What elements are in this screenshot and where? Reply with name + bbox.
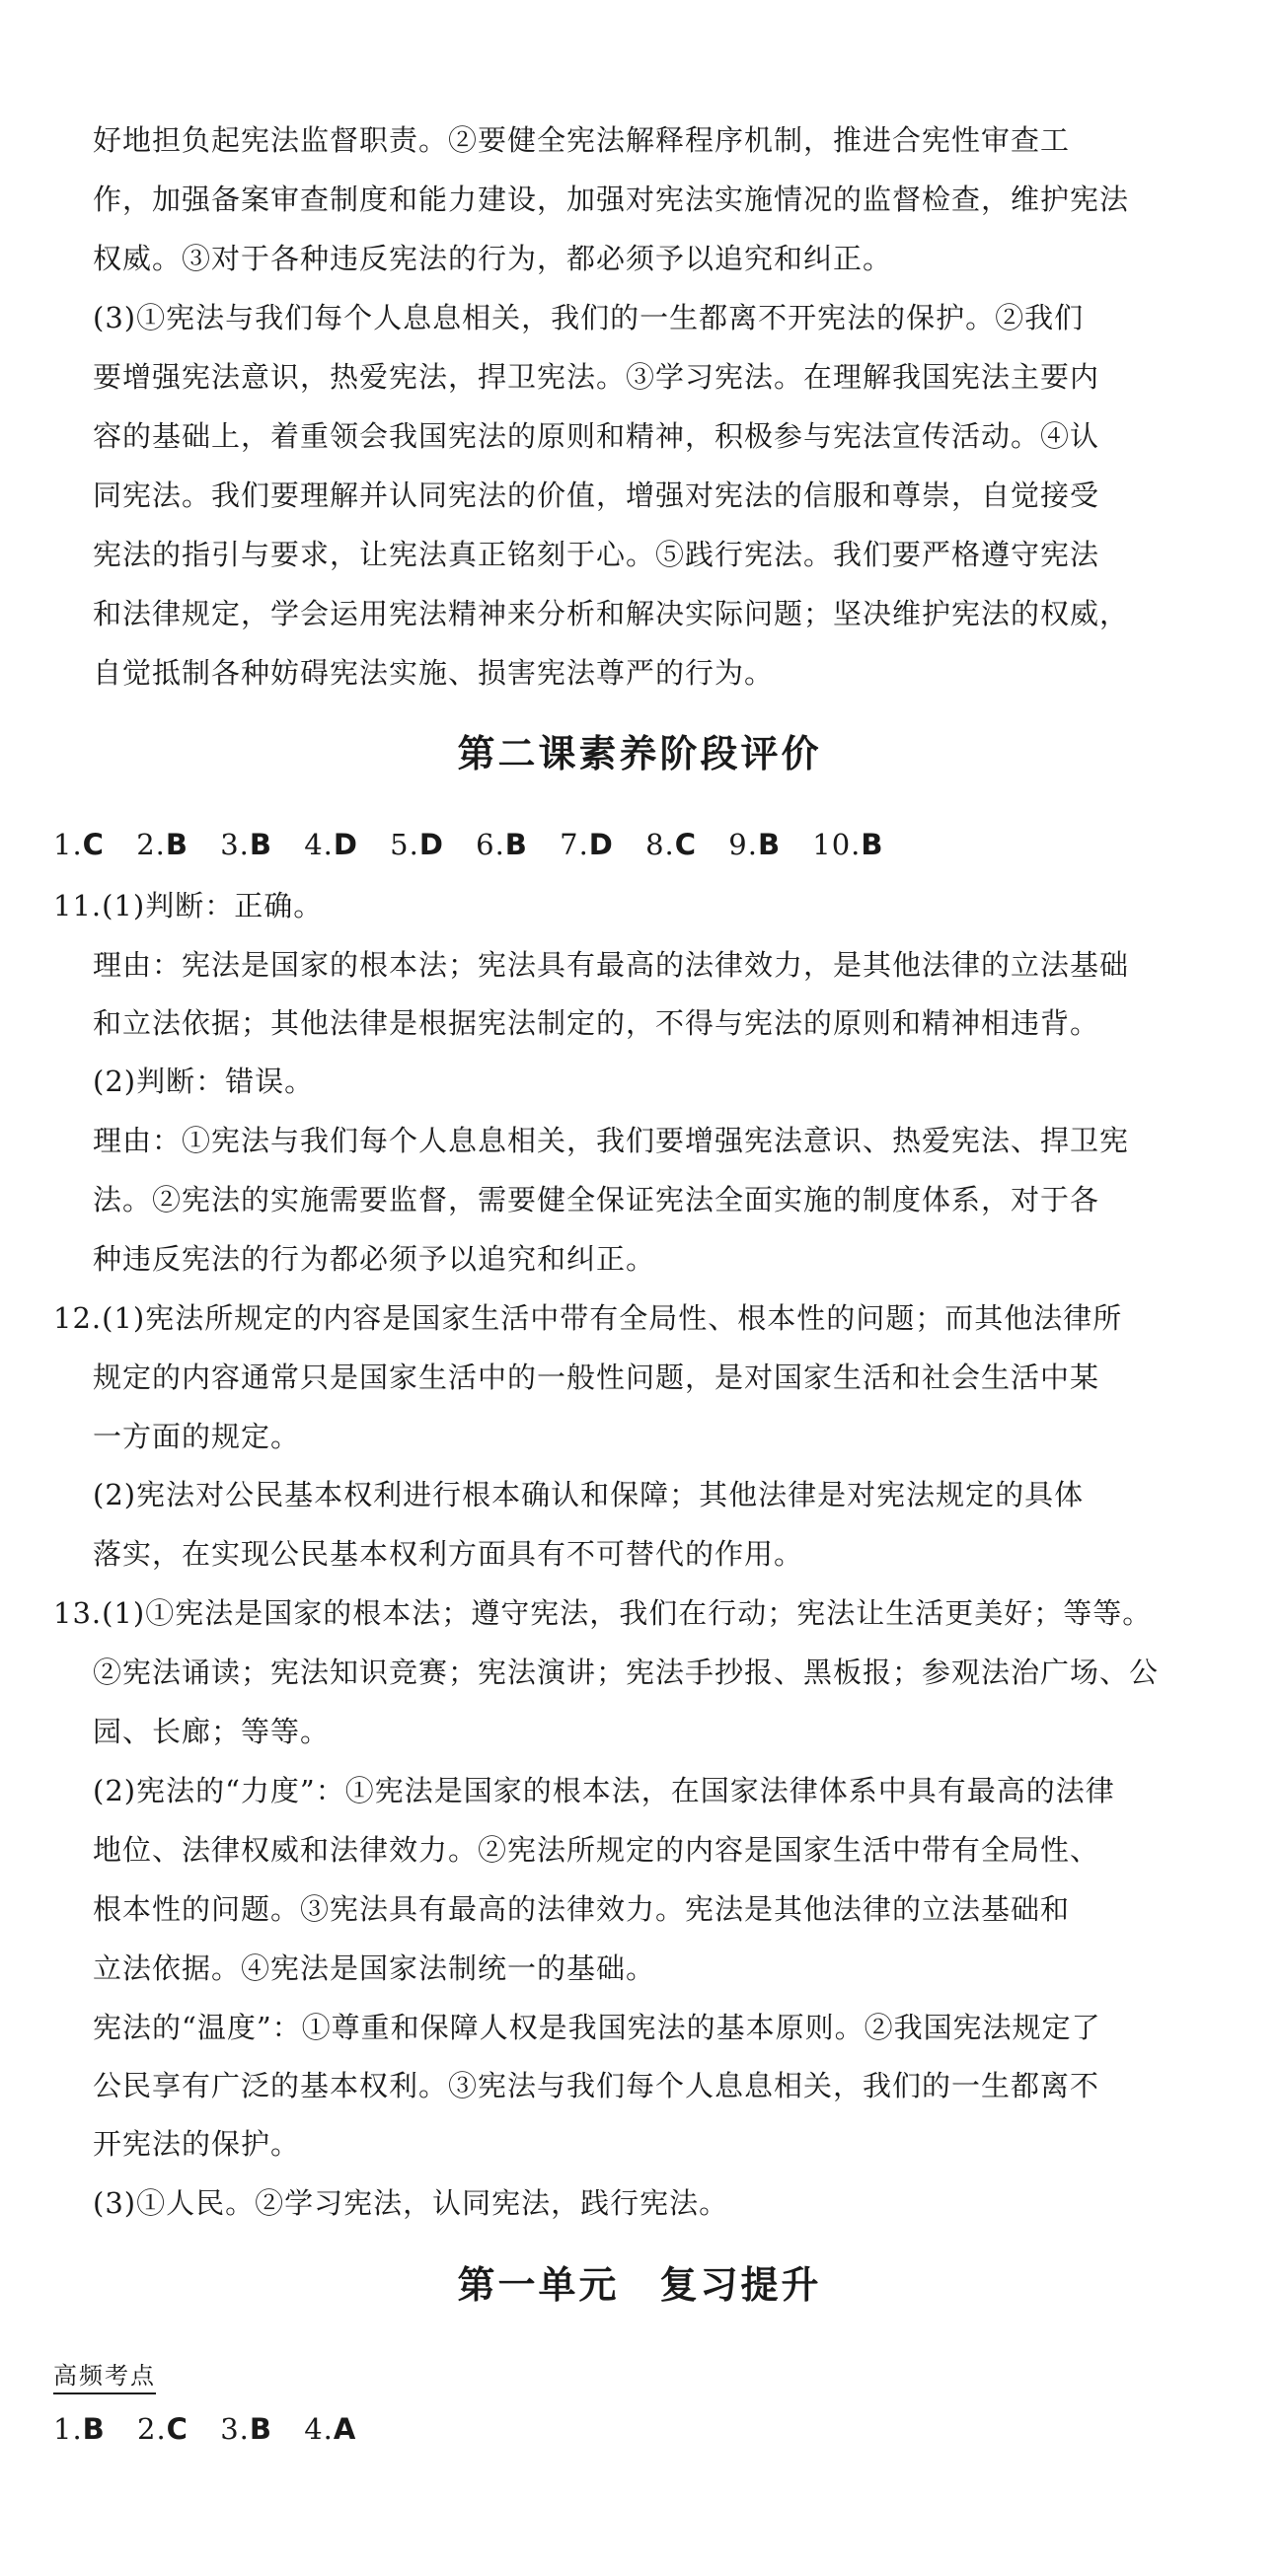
text-line: (2)宪法的“力度”：①宪法是国家的根本法，在国家法律体系中具有最高的法律 [93,1774,1115,1807]
answer-item: 7.D [560,828,614,861]
answer-item: 2.B [136,828,188,861]
answer-item: 9.B [728,828,782,861]
text-line: 落实，在实现公民基本权利方面具有不可替代的作用。 [93,1537,804,1571]
text-line: 和法律规定，学会运用宪法精神来分析和解决实际问题；坚决维护宪法的权威， [93,597,1130,630]
text-line: 自觉抵制各种妨碍宪法实施、损害宪法尊严的行为。 [93,656,775,690]
answer-item: 3.B [220,828,272,861]
text-line: (3)①人民。②学习宪法，认同宪法，践行宪法。 [93,2186,729,2220]
answer-item: 5.D [390,828,444,861]
text-line: 立法依据。④宪法是国家法制统一的基础。 [93,1951,656,1985]
answer-item: 4.A [304,2412,357,2446]
text-line: 权威。③对于各种违反宪法的行为，都必须予以追究和纠正。 [93,242,893,275]
section-title: 第一单元 复习提升 [457,2263,822,2307]
text-line: 理由：①宪法与我们每个人息息相关，我们要增强宪法意识、热爱宪法、捍卫宪 [93,1124,1130,1157]
text-line: 规定的内容通常只是国家生活中的一般性问题，是对国家生活和社会生活中某 [93,1361,1100,1394]
text-line: 一方面的规定。 [93,1420,301,1453]
text-line: 法。②宪法的实施需要监督，需要健全保证宪法全面实施的制度体系，对于各 [93,1183,1100,1216]
answer-item: 3.B [220,2412,272,2446]
text-line: 13.(1)①宪法是国家的根本法；遵守宪法，我们在行动；宪法让生活更美好；等等。 [53,1596,1153,1630]
high-frequency-tag: 高频考点 [53,2360,156,2394]
answer-item: 8.C [645,828,698,861]
answer-item: 1.B [53,2412,106,2446]
text-line: 理由：宪法是国家的根本法；宪法具有最高的法律效力，是其他法律的立法基础 [93,948,1130,982]
text-line: 同宪法。我们要理解并认同宪法的价值，增强对宪法的信服和尊崇，自觉接受 [93,478,1100,512]
text-line: 开宪法的保护。 [93,2127,301,2161]
text-line: 园、长廊；等等。 [93,1715,331,1748]
answer-item: 10.B [812,828,884,861]
text-line: 11.(1)判断：正确。 [53,889,324,922]
text-line: 和立法依据；其他法律是根据宪法制定的，不得与宪法的原则和精神相违背。 [93,1006,1100,1040]
text-line: 作，加强备案审查制度和能力建设，加强对宪法实施情况的监督检查，维护宪法 [93,183,1130,216]
text-line: ②宪法诵读；宪法知识竞赛；宪法演讲；宪法手抄报、黑板报；参观法治广场、公 [93,1656,1160,1689]
text-line: 宪法的指引与要求，让宪法真正铭刻于心。⑤践行宪法。我们要严格遵守宪法 [93,538,1100,571]
section-title: 第二课素养阶段评价 [457,732,822,775]
text-line: 根本性的问题。③宪法具有最高的法律效力。宪法是其他法律的立法基础和 [93,1892,1071,1926]
answer-item: 2.C [137,2412,188,2446]
text-line: (2)判断：错误。 [93,1065,315,1098]
text-line: 地位、法律权威和法律效力。②宪法所规定的内容是国家生活中带有全局性、 [93,1833,1100,1867]
choice-answers-row [53,2409,378,2449]
choice-answers-row [53,825,906,864]
text-line: 公民享有广泛的基本权利。③宪法与我们每个人息息相关，我们的一生都离不 [93,2069,1100,2102]
text-line: (3)①宪法与我们每个人息息相关，我们的一生都离不开宪法的保护。②我们 [93,301,1085,334]
text-line: 好地担负起宪法监督职责。②要健全宪法解释程序机制，推进合宪性审查工 [93,123,1071,157]
text-line: 容的基础上，着重领会我国宪法的原则和精神，积极参与宪法宣传活动。④认 [93,419,1100,453]
text-line: 12.(1)宪法所规定的内容是国家生活中带有全局性、根本性的问题；而其他法律所 [53,1301,1123,1335]
text-line: 种违反宪法的行为都必须予以追究和纠正。 [93,1242,656,1276]
text-line: 宪法的“温度”：①尊重和保障人权是我国宪法的基本原则。②我国宪法规定了 [93,2011,1101,2044]
text-line: (2)宪法对公民基本权利进行根本确认和保障；其他法律是对宪法规定的具体 [93,1478,1085,1511]
answer-item: 6.B [476,828,528,861]
text-line: 要增强宪法意识，热爱宪法，捍卫宪法。③学习宪法。在理解我国宪法主要内 [93,360,1100,394]
answer-item: 4.D [304,828,358,861]
answer-item: 1.C [53,828,105,861]
